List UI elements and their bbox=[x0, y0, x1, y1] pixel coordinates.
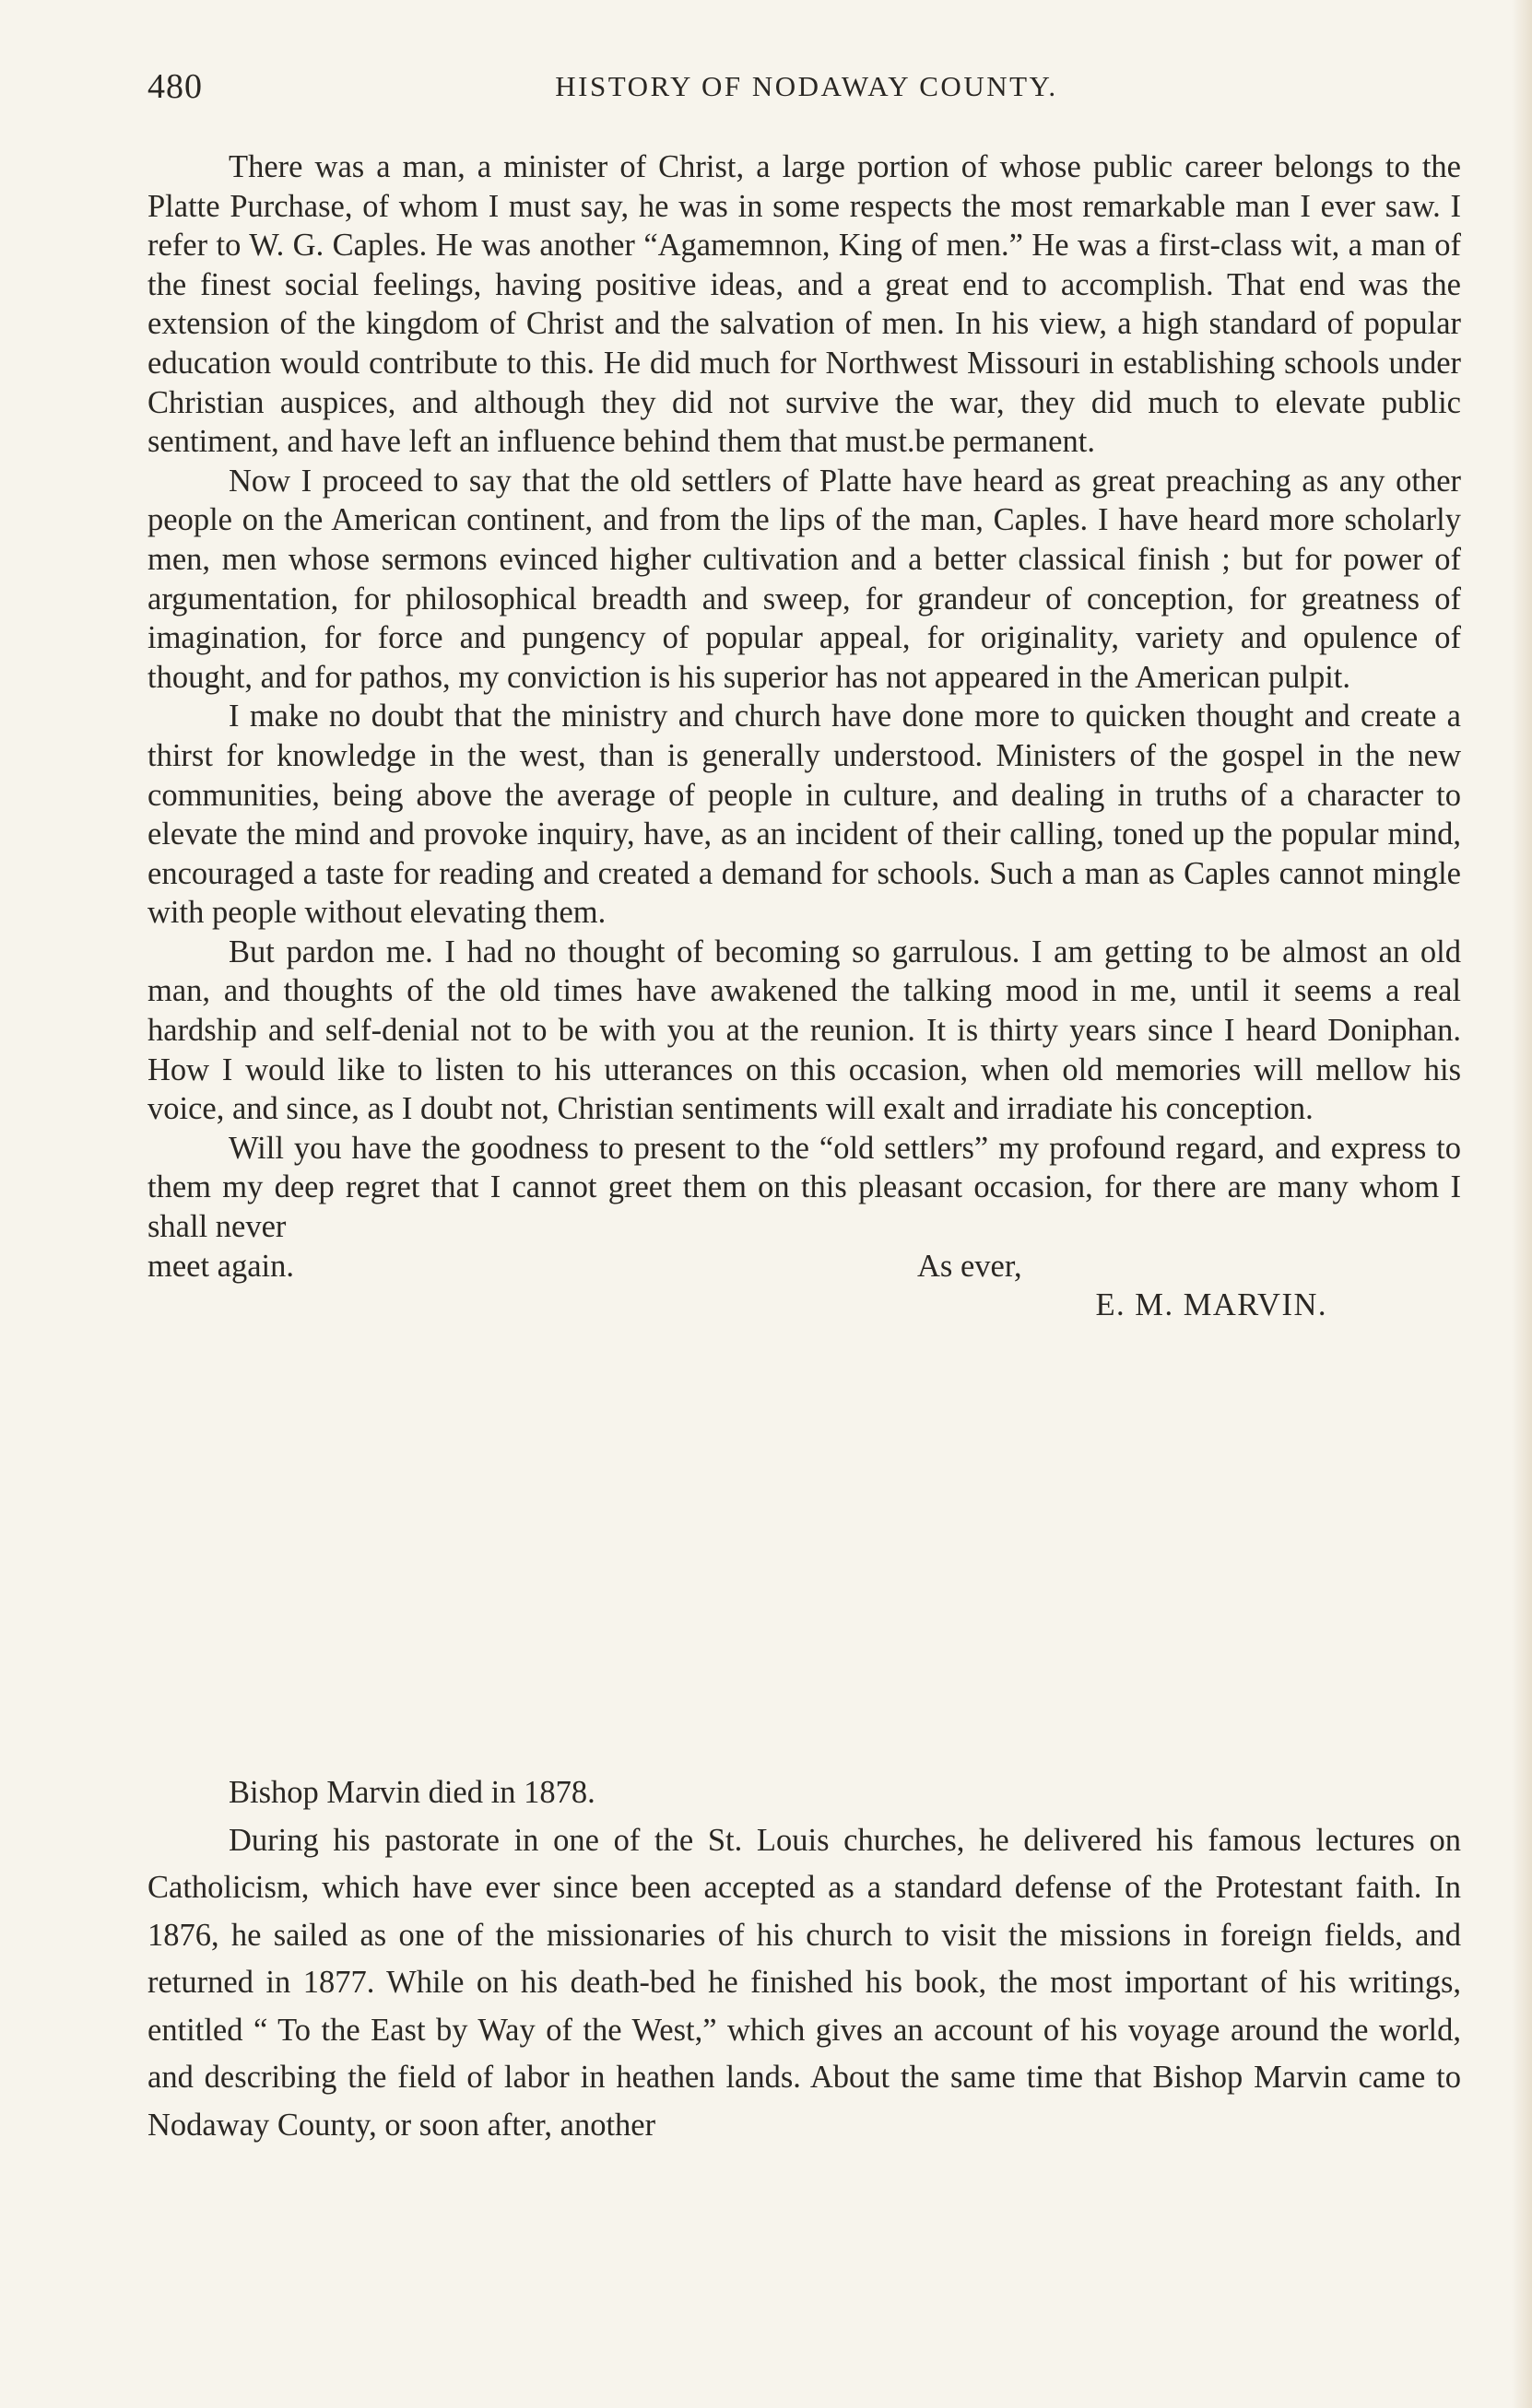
running-title: HISTORY OF NODAWAY COUNTY. bbox=[555, 70, 1058, 102]
letter-paragraph: But pardon me. I had no thought of becoming so garrulous. I am getting to be almost an old man, and thoughts of the old times have awakened the talking mood in me, until it seems a real hardship and self-denial not to be with you at the reunion. It is thirty years since I heard Doniphan. How I would like to listen to his utterances on this occasion, when old memories will mellow his voice, and since, as I doubt not, Christian sentiments will exalt and irradiate his conception. bbox=[147, 934, 1461, 1127]
letter-closing bbox=[147, 1247, 1461, 1286]
letter-paragraph: Now I proceed to say that the old settlers of Platte have heard as great preaching as any other people on the American continent, and from the lips of the man, Caples. I have heard more scholarly men, men whose sermons evinced higher cultivation and a better classical finish ; but for power of argumentation, for philosophical breadth and sweep, for grandeur of conception, for greatness of imagination, for force and pungency of popular appeal, for originality, variety and opulence of thought, and for pathos, my conviction is his superior has not appeared in the American pulpit. bbox=[147, 463, 1461, 695]
letter-paragraph: Will you have the goodness to present to the “old settlers” my profound regard, and express to them my deep regret that I cannot greet them on this pleasant occasion, for there are many whom I shall never bbox=[147, 1130, 1461, 1245]
page-edge-shadow bbox=[1512, 0, 1532, 2408]
letter-paragraph: I make no doubt that the ministry and church have done more to quicken thought and create a thirst for knowledge in the west, than is generally understood. Ministers of the gospel in the new communities, being above the average of people in culture, and dealing in truths of a character to elevate the mind and provoke inquiry, have, as an incident of their calling, toned up the popular mind, encouraged a taste for reading and created a demand for schools. Such a man as Caples cannot mingle with people without elevating them. bbox=[147, 699, 1461, 931]
narrative-paragraph: Bishop Marvin died in 1878. bbox=[229, 1775, 595, 1810]
page-header bbox=[143, 66, 1470, 112]
page-number: 480 bbox=[147, 67, 203, 106]
letter-text bbox=[147, 147, 1461, 1325]
narrative-text bbox=[147, 1769, 1461, 2149]
signature: E. M. MARVIN. bbox=[1095, 1287, 1327, 1323]
valediction: As ever, bbox=[917, 1248, 1022, 1284]
letter-paragraph: There was a man, a minister of Christ, a large portion of whose public career belongs to the Platte Purchase, of whom I must say, he was in some respects the most remarkable man I ever saw. I refer to W. G. Caples. He was another “Agamemnon, King of men.” He was a first-class wit, a man of the finest social feelings, having positive ideas, and a great end to accomplish. That end was the extension of the kingdom of Christ and the salvation of men. In his view, a high standard of popular education would contribute to this. He did much for Northwest Missouri in establishing schools under Christian auspices, and although they did not survive the war, they did much to elevate public sentiment, and have left an influence behind them that must.be permanent. bbox=[147, 149, 1461, 460]
closing-line: meet again. bbox=[147, 1248, 295, 1284]
narrative-paragraph: During his pastorate in one of the St. Louis churches, he delivered his famous lectures on Catholicism, which have ever since been accepted as a standard defense of the Protestant faith. In 1876, he sailed as one of the missionaries of his church to visit the missions in foreign fields, and returned in 1877. While on his death-bed he finished his book, the most important of his writings, entitled “ To the East by Way of the West,” which gives an account of his voyage around the world, and describing the field of labor in heathen lands. About the same time that Bishop Marvin came to Nodaway County, or soon after, another bbox=[147, 1822, 1461, 2143]
